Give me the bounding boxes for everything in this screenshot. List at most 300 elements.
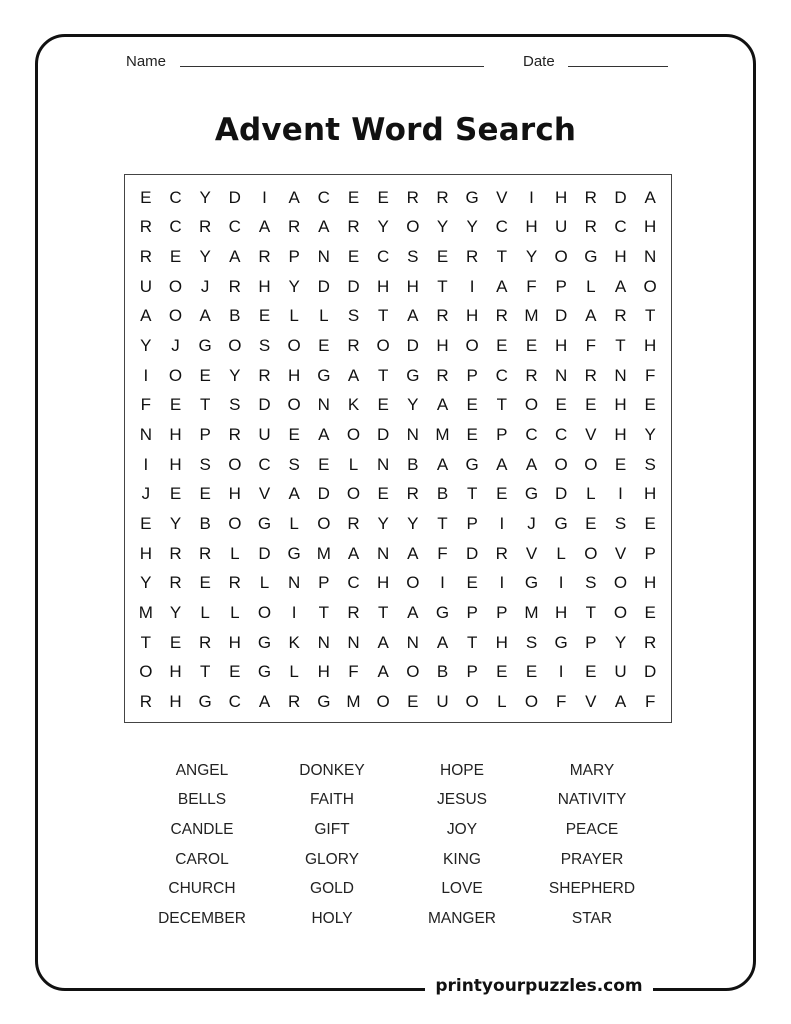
word-item: FAITH xyxy=(310,791,354,809)
grid-letter: E xyxy=(140,514,152,534)
grid-letter: R xyxy=(347,603,360,623)
grid-letter: R xyxy=(139,217,152,237)
grid-letter: H xyxy=(555,336,568,356)
grid-letter: K xyxy=(347,395,360,415)
grid-letter: E xyxy=(585,395,597,415)
grid-letter: E xyxy=(140,187,152,207)
grid-letter: E xyxy=(644,395,656,415)
word-item: KING xyxy=(443,850,481,868)
grid-letter: L xyxy=(497,692,507,712)
grid-letter: L xyxy=(230,543,240,563)
grid-letter: E xyxy=(525,662,538,682)
grid-letter: P xyxy=(496,603,508,623)
grid-letter: N xyxy=(377,454,390,474)
grid-letter: F xyxy=(555,692,567,712)
grid-letter: A xyxy=(140,306,152,326)
grid-letter: G xyxy=(524,573,539,593)
word-item: JOY xyxy=(446,821,478,839)
grid-letter: O xyxy=(376,336,390,356)
grid-letter: O xyxy=(376,692,390,712)
grid-letter: H xyxy=(228,484,241,504)
word-item: SHEPHERD xyxy=(548,880,636,898)
grid-letter: S xyxy=(644,454,656,474)
grid-letter: D xyxy=(466,543,479,563)
grid-letter: T xyxy=(377,365,389,385)
grid-letter: Y xyxy=(140,573,152,593)
grid-letter: U xyxy=(614,662,627,682)
grid-letter: D xyxy=(258,543,271,563)
grid-letter: G xyxy=(465,454,479,474)
letter-grid xyxy=(131,183,665,717)
grid-letter: Y xyxy=(377,514,389,534)
grid-letter: Y xyxy=(466,217,478,237)
grid-letter: A xyxy=(318,425,330,445)
grid-letter: I xyxy=(143,365,149,385)
grid-letter: G xyxy=(554,514,568,534)
grid-letter: D xyxy=(614,187,627,207)
grid-letter: C xyxy=(525,425,538,445)
grid-letter: R xyxy=(406,187,419,207)
grid-letter: R xyxy=(644,632,657,652)
grid-letter: T xyxy=(140,632,152,652)
grid-letter: H xyxy=(139,543,152,563)
grid-letter: O xyxy=(139,662,153,682)
date-label: Date xyxy=(523,53,555,70)
grid-letter: N xyxy=(139,425,152,445)
grid-letter: S xyxy=(525,632,538,652)
grid-letter: E xyxy=(436,247,449,267)
grid-letter: Y xyxy=(288,276,300,296)
grid-letter: A xyxy=(318,217,330,237)
grid-letter: N xyxy=(288,573,301,593)
grid-letter: R xyxy=(436,365,449,385)
grid-letter: T xyxy=(377,306,389,326)
grid-letter: V xyxy=(614,543,627,563)
grid-letter: N xyxy=(555,365,568,385)
grid-letter: E xyxy=(347,187,360,207)
grid-letter: N xyxy=(317,247,330,267)
grid-letter: E xyxy=(496,484,508,504)
grid-letter: R xyxy=(584,365,597,385)
grid-letter: M xyxy=(524,306,539,326)
grid-letter: O xyxy=(554,247,568,267)
grid-letter: A xyxy=(199,306,211,326)
word-item: GOLD xyxy=(310,880,354,898)
grid-letter: D xyxy=(406,336,419,356)
grid-letter: I xyxy=(499,573,505,593)
grid-letter: L xyxy=(289,662,299,682)
word-item: GLORY xyxy=(305,850,359,868)
grid-letter: S xyxy=(585,573,597,593)
grid-letter: A xyxy=(436,454,449,474)
grid-letter: R xyxy=(228,425,241,445)
word-item: MANGER xyxy=(427,910,497,928)
grid-letter: Y xyxy=(614,632,627,652)
grid-letter: C xyxy=(317,187,330,207)
grid-letter: O xyxy=(613,573,628,593)
word-item: MARY xyxy=(569,761,615,779)
word-item: PRAYER xyxy=(560,850,624,868)
grid-letter: E xyxy=(199,484,211,504)
grid-letter: O xyxy=(346,425,361,445)
grid-letter: B xyxy=(407,454,419,474)
grid-letter: O xyxy=(406,662,420,682)
grid-letter: E xyxy=(614,454,627,474)
grid-letter: E xyxy=(199,573,211,593)
grid-letter: Y xyxy=(407,514,419,534)
grid-letter: U xyxy=(139,276,152,296)
grid-letter: G xyxy=(317,692,331,712)
grid-letter: H xyxy=(377,276,390,296)
grid-letter: E xyxy=(407,692,419,712)
grid-letter: Y xyxy=(199,247,211,267)
grid-letter: C xyxy=(614,217,627,237)
grid-letter: B xyxy=(199,514,211,534)
grid-letter: T xyxy=(377,603,389,623)
grid-letter: A xyxy=(258,692,271,712)
grid-letter: F xyxy=(644,692,656,712)
grid-letter: O xyxy=(613,603,628,623)
grid-letter: M xyxy=(346,692,361,712)
grid-letter: E xyxy=(169,247,182,267)
grid-letter: J xyxy=(200,276,210,296)
grid-letter: A xyxy=(407,603,419,623)
grid-letter: D xyxy=(644,662,657,682)
grid-letter: H xyxy=(466,306,479,326)
grid-letter: H xyxy=(614,247,627,267)
grid-letter: G xyxy=(406,365,420,385)
grid-letter: H xyxy=(614,395,627,415)
grid-letter: O xyxy=(406,573,420,593)
word-item: CANDLE xyxy=(170,821,234,839)
grid-letter: P xyxy=(199,425,211,445)
grid-letter: E xyxy=(347,247,360,267)
grid-letter: N xyxy=(644,247,657,267)
grid-letter: R xyxy=(495,543,508,563)
grid-letter: G xyxy=(257,632,272,652)
grid-letter: N xyxy=(406,632,419,652)
grid-letter: P xyxy=(466,603,478,623)
grid-letter: C xyxy=(258,454,271,474)
grid-letter: H xyxy=(614,425,627,445)
grid-letter: T xyxy=(437,276,448,296)
grid-letter: O xyxy=(287,395,301,415)
grid-letter: A xyxy=(585,306,597,326)
grid-letter: E xyxy=(644,603,656,623)
grid-letter: R xyxy=(199,632,212,652)
grid-letter: E xyxy=(318,454,330,474)
date-line xyxy=(568,66,668,67)
grid-letter: A xyxy=(347,365,360,385)
grid-letter: R xyxy=(347,217,360,237)
grid-letter: R xyxy=(258,365,271,385)
grid-letter: L xyxy=(319,306,329,326)
grid-letter: V xyxy=(525,543,538,563)
grid-letter: T xyxy=(496,395,508,415)
grid-letter: T xyxy=(496,247,508,267)
grid-letter: A xyxy=(525,454,538,474)
page-title: Advent Word Search xyxy=(214,112,577,148)
grid-letter: S xyxy=(229,395,241,415)
word-item: STAR xyxy=(571,910,613,928)
word-item: GIFT xyxy=(314,821,350,839)
grid-letter: G xyxy=(198,692,212,712)
grid-letter: E xyxy=(169,484,182,504)
grid-letter: E xyxy=(525,336,538,356)
grid-letter: E xyxy=(377,187,389,207)
grid-letter: N xyxy=(347,632,360,652)
grid-letter: E xyxy=(496,336,508,356)
grid-letter: C xyxy=(228,692,241,712)
word-list xyxy=(137,756,657,934)
grid-letter: H xyxy=(644,217,657,237)
grid-letter: P xyxy=(466,662,478,682)
grid-letter: A xyxy=(288,187,300,207)
name-line xyxy=(180,66,484,67)
grid-letter: T xyxy=(644,306,656,326)
word-item: CAROL xyxy=(175,850,229,868)
grid-letter: C xyxy=(169,217,182,237)
grid-letter: F xyxy=(526,276,537,296)
grid-letter: G xyxy=(198,336,212,356)
grid-letter: F xyxy=(140,395,152,415)
grid-letter: T xyxy=(199,395,211,415)
grid-letter: E xyxy=(377,395,389,415)
grid-letter: A xyxy=(377,632,389,652)
grid-letter: N xyxy=(614,365,627,385)
word-item: CHURCH xyxy=(168,880,236,898)
grid-letter: R xyxy=(228,276,241,296)
grid-letter: H xyxy=(525,217,538,237)
grid-letter: A xyxy=(496,276,508,296)
grid-letter: L xyxy=(230,603,240,623)
word-item: JESUS xyxy=(437,791,487,809)
grid-letter: H xyxy=(495,632,508,652)
grid-letter: R xyxy=(584,217,597,237)
grid-letter: E xyxy=(585,514,597,534)
grid-letter: D xyxy=(555,484,568,504)
grid-letter: G xyxy=(257,662,272,682)
word-item: DONKEY xyxy=(299,761,365,779)
grid-letter: O xyxy=(584,454,598,474)
grid-letter: P xyxy=(644,543,656,563)
grid-letter: V xyxy=(585,425,597,445)
grid-letter: A xyxy=(644,187,656,207)
grid-letter: V xyxy=(258,484,271,504)
word-item: NATIVITY xyxy=(557,791,627,809)
grid-letter: E xyxy=(644,514,656,534)
grid-letter: G xyxy=(287,543,301,563)
grid-letter: O xyxy=(584,543,598,563)
grid-letter: P xyxy=(466,514,478,534)
grid-letter: P xyxy=(555,276,567,296)
grid-letter: E xyxy=(199,365,211,385)
word-item: DECEMBER xyxy=(158,910,246,928)
grid-letter: L xyxy=(289,514,299,534)
grid-letter: L xyxy=(348,454,359,474)
grid-letter: U xyxy=(258,425,271,445)
grid-letter: Y xyxy=(169,514,182,534)
grid-letter: A xyxy=(347,543,360,563)
grid-letter: H xyxy=(644,484,657,504)
grid-letter: E xyxy=(258,306,271,326)
grid-letter: P xyxy=(496,425,508,445)
grid-letter: Y xyxy=(436,217,449,237)
grid-letter: M xyxy=(524,603,539,623)
footer-site: printyourpuzzles.com xyxy=(435,976,643,996)
grid-letter: E xyxy=(318,336,330,356)
grid-letter: D xyxy=(228,187,241,207)
grid-letter: H xyxy=(169,454,182,474)
word-item: LOVE xyxy=(441,880,483,898)
word-item: PEACE xyxy=(565,821,619,839)
grid-letter: H xyxy=(288,365,301,385)
grid-letter: R xyxy=(228,573,241,593)
grid-letter: K xyxy=(288,632,300,652)
grid-letter: R xyxy=(584,187,597,207)
grid-letter: O xyxy=(168,365,183,385)
grid-letter: L xyxy=(586,484,596,504)
grid-letter: I xyxy=(618,484,623,504)
grid-letter: A xyxy=(407,543,419,563)
grid-letter: U xyxy=(555,217,568,237)
word-item: HOLY xyxy=(311,910,353,928)
grid-letter: R xyxy=(347,336,360,356)
grid-letter: R xyxy=(199,543,212,563)
grid-letter: N xyxy=(317,395,330,415)
grid-letter: M xyxy=(435,425,450,445)
grid-letter: D xyxy=(258,395,271,415)
grid-letter: J xyxy=(527,514,536,534)
grid-letter: H xyxy=(317,662,330,682)
grid-letter: R xyxy=(614,306,627,326)
grid-letter: C xyxy=(495,365,508,385)
grid-letter: G xyxy=(584,247,598,267)
grid-letter: T xyxy=(466,484,478,504)
grid-letter: R xyxy=(169,573,182,593)
grid-letter: J xyxy=(171,336,180,356)
grid-letter: F xyxy=(437,543,448,563)
grid-letter: P xyxy=(318,573,330,593)
grid-letter: T xyxy=(318,603,330,623)
grid-letter: C xyxy=(169,187,182,207)
grid-letter: H xyxy=(258,276,271,296)
grid-letter: T xyxy=(199,662,211,682)
grid-letter: G xyxy=(435,603,450,623)
grid-letter: D xyxy=(555,306,568,326)
grid-letter: R xyxy=(406,484,419,504)
grid-letter: G xyxy=(554,632,568,652)
grid-letter: C xyxy=(495,217,508,237)
grid-letter: H xyxy=(644,336,657,356)
grid-letter: E xyxy=(169,395,182,415)
grid-letter: O xyxy=(465,692,479,712)
grid-letter: D xyxy=(317,484,330,504)
grid-letter: H xyxy=(644,573,657,593)
grid-letter: I xyxy=(558,662,564,682)
grid-letter: D xyxy=(347,276,360,296)
grid-letter: G xyxy=(465,187,479,207)
grid-letter: H xyxy=(436,336,449,356)
grid-letter: T xyxy=(437,514,448,534)
grid-letter: G xyxy=(257,514,272,534)
grid-letter: H xyxy=(169,662,182,682)
grid-letter: O xyxy=(524,692,539,712)
word-item: BELLS xyxy=(177,791,227,809)
grid-letter: F xyxy=(348,662,359,682)
grid-letter: E xyxy=(585,662,597,682)
grid-letter: I xyxy=(440,573,445,593)
grid-letter: O xyxy=(168,306,183,326)
grid-letter: D xyxy=(377,425,390,445)
grid-letter: O xyxy=(228,454,242,474)
grid-letter: Y xyxy=(407,395,419,415)
grid-letter: A xyxy=(614,692,627,712)
grid-letter: I xyxy=(262,187,267,207)
grid-letter: N xyxy=(406,425,419,445)
grid-letter: M xyxy=(316,543,331,563)
grid-letter: R xyxy=(347,514,360,534)
grid-letter: B xyxy=(229,306,241,326)
grid-letter: H xyxy=(228,632,241,652)
grid-letter: L xyxy=(289,306,299,326)
grid-letter: N xyxy=(317,632,330,652)
grid-letter: F xyxy=(644,365,656,385)
grid-letter: A xyxy=(258,217,271,237)
grid-letter: O xyxy=(524,395,539,415)
grid-letter: E xyxy=(288,425,300,445)
grid-letter: C xyxy=(347,573,360,593)
grid-letter: I xyxy=(291,603,297,623)
grid-letter: H xyxy=(377,573,390,593)
grid-letter: E xyxy=(496,662,508,682)
grid-letter: U xyxy=(436,692,449,712)
grid-letter: H xyxy=(555,187,568,207)
grid-letter: A xyxy=(614,276,627,296)
grid-letter: Y xyxy=(644,425,656,445)
grid-letter: E xyxy=(169,632,182,652)
grid-letter: O xyxy=(257,603,272,623)
grid-letter: P xyxy=(288,247,300,267)
name-label: Name xyxy=(126,53,167,70)
grid-letter: Y xyxy=(377,217,389,237)
grid-letter: R xyxy=(139,692,152,712)
grid-letter: Y xyxy=(169,603,182,623)
grid-letter: L xyxy=(200,603,210,623)
grid-letter: T xyxy=(585,603,597,623)
grid-letter: G xyxy=(524,484,539,504)
grid-letter: D xyxy=(317,276,330,296)
grid-letter: A xyxy=(288,484,300,504)
grid-letter: A xyxy=(436,395,449,415)
grid-letter: R xyxy=(288,217,301,237)
grid-letter: S xyxy=(347,306,360,326)
grid-letter: R xyxy=(288,692,301,712)
grid-letter: I xyxy=(558,573,564,593)
grid-letter: M xyxy=(138,603,153,623)
grid-letter: O xyxy=(287,336,301,356)
grid-letter: P xyxy=(466,365,478,385)
grid-letter: J xyxy=(141,484,151,504)
grid-letter: A xyxy=(436,632,449,652)
grid-letter: A xyxy=(407,306,419,326)
grid-letter: I xyxy=(469,276,475,296)
grid-letter: R xyxy=(436,306,449,326)
grid-letter: R xyxy=(525,365,538,385)
grid-letter: R xyxy=(466,247,479,267)
grid-letter: Y xyxy=(199,187,211,207)
grid-letter: I xyxy=(529,187,534,207)
